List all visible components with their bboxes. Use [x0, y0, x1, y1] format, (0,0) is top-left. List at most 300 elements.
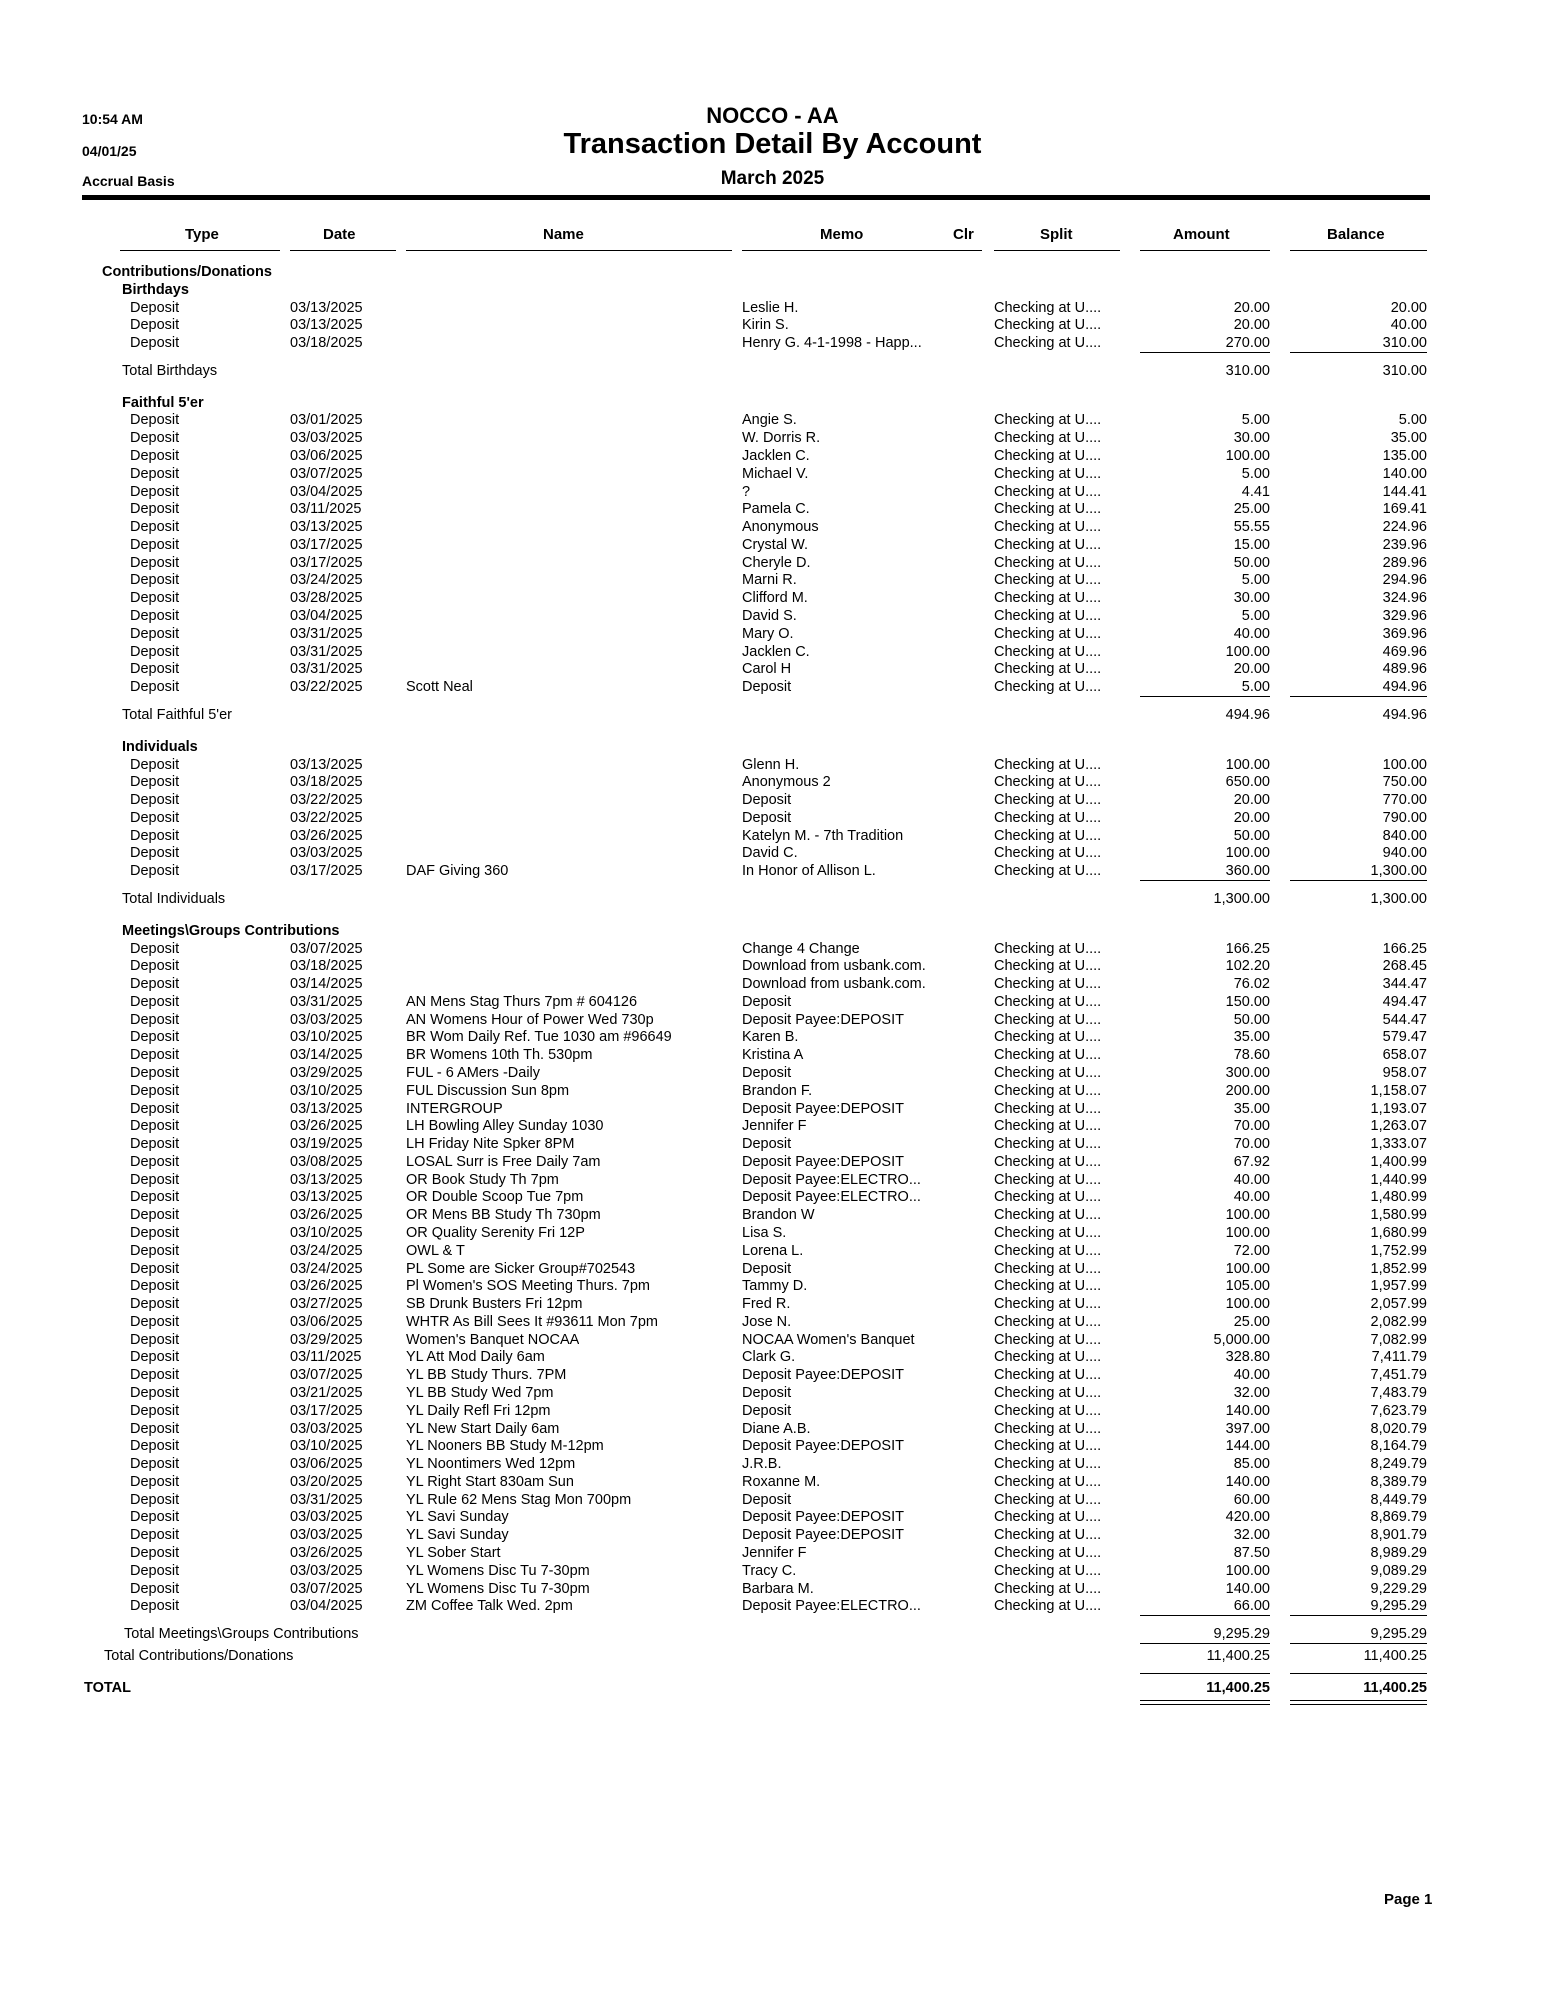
row-amount: 650.00	[1225, 774, 1270, 791]
row-amount: 5.00	[1241, 465, 1270, 482]
row-name: Women's Banquet NOCAA	[406, 1331, 580, 1348]
row-split: Checking at U....	[994, 827, 1102, 844]
row-amount: 150.00	[1225, 993, 1270, 1010]
row-name: OR Double Scoop Tue 7pm	[406, 1189, 584, 1206]
row-date: 03/14/2025	[290, 976, 363, 993]
row-balance: 268.45	[1382, 958, 1427, 975]
row-split: Checking at U....	[994, 845, 1102, 862]
row-memo: Jennifer F	[742, 1118, 807, 1135]
row-date: 03/26/2025	[290, 1278, 363, 1295]
row-memo: Deposit Payee:DEPOSIT	[742, 1011, 904, 1028]
row-amount: 100.00	[1225, 756, 1270, 773]
row-name: ZM Coffee Talk Wed. 2pm	[406, 1598, 573, 1615]
table-row	[0, 1011, 1545, 1029]
row-name: BR Womens 10th Th. 530pm	[406, 1047, 593, 1064]
row-amount: 200.00	[1225, 1082, 1270, 1099]
row-type: Deposit	[130, 1491, 180, 1508]
row-name: YL Sober Start	[406, 1545, 501, 1562]
section-total-row	[0, 706, 1545, 724]
row-type: Deposit	[130, 1580, 180, 1597]
table-row	[0, 1544, 1545, 1562]
table-row	[0, 1188, 1545, 1206]
row-balance: 469.96	[1382, 643, 1427, 660]
row-amount: 270.00	[1225, 335, 1270, 352]
table-row	[0, 571, 1545, 589]
grand-total-row	[0, 1679, 1545, 1697]
row-date: 03/24/2025	[290, 1260, 363, 1277]
row-date: 03/06/2025	[290, 448, 363, 465]
table-row	[0, 993, 1545, 1011]
row-date: 03/26/2025	[290, 1207, 363, 1224]
table-row	[0, 607, 1545, 625]
row-split: Checking at U....	[994, 1118, 1102, 1135]
row-split: Checking at U....	[994, 1527, 1102, 1544]
row-amount: 5.00	[1241, 679, 1270, 696]
table-row	[0, 1366, 1545, 1384]
row-date: 03/22/2025	[290, 792, 363, 809]
row-type: Deposit	[130, 940, 180, 957]
row-memo: Clark G.	[742, 1349, 796, 1366]
row-date: 03/08/2025	[290, 1153, 363, 1170]
row-amount: 20.00	[1233, 809, 1270, 826]
row-memo: Anonymous	[742, 519, 819, 536]
row-date: 03/22/2025	[290, 679, 363, 696]
row-name: BR Wom Daily Ref. Tue 1030 am #96649	[406, 1029, 672, 1046]
row-date: 03/20/2025	[290, 1473, 363, 1490]
row-split: Checking at U....	[994, 1456, 1102, 1473]
row-amount: 4.41	[1241, 483, 1270, 500]
section-heading-label: Meetings\Groups Contributions	[122, 922, 340, 939]
group-total-label: Total Contributions/Donations	[104, 1647, 294, 1664]
row-type: Deposit	[130, 1242, 180, 1259]
row-type: Deposit	[130, 465, 180, 482]
row-balance: 1,333.07	[1370, 1136, 1427, 1153]
row-memo: Jennifer F	[742, 1545, 807, 1562]
row-name: WHTR As Bill Sees It #93611 Mon 7pm	[406, 1313, 658, 1330]
row-type: Deposit	[130, 299, 180, 316]
row-memo: David C.	[742, 845, 798, 862]
row-split: Checking at U....	[994, 792, 1102, 809]
row-balance: 958.07	[1382, 1064, 1427, 1081]
row-split: Checking at U....	[994, 1420, 1102, 1437]
row-split: Checking at U....	[994, 448, 1102, 465]
row-amount: 100.00	[1225, 643, 1270, 660]
table-row	[0, 1117, 1545, 1135]
row-name: YL BB Study Wed 7pm	[406, 1385, 554, 1402]
row-amount: 60.00	[1233, 1491, 1270, 1508]
row-name: OR Mens BB Study Th 730pm	[406, 1207, 601, 1224]
row-type: Deposit	[130, 1545, 180, 1562]
row-memo: Lorena L.	[742, 1242, 804, 1259]
row-split: Checking at U....	[994, 1438, 1102, 1455]
row-split: Checking at U....	[994, 756, 1102, 773]
row-memo: Deposit Payee:ELECTRO...	[742, 1598, 921, 1615]
row-amount: 15.00	[1233, 536, 1270, 553]
row-date: 03/07/2025	[290, 1580, 363, 1597]
row-name: YL Daily Refl Fri 12pm	[406, 1402, 551, 1419]
row-type: Deposit	[130, 958, 180, 975]
row-amount: 50.00	[1233, 554, 1270, 571]
row-balance: 1,300.00	[1370, 863, 1427, 880]
section-total-label: Total Meetings\Groups Contributions	[124, 1626, 359, 1643]
row-type: Deposit	[130, 774, 180, 791]
row-date: 03/27/2025	[290, 1296, 363, 1313]
row-type: Deposit	[130, 1313, 180, 1330]
row-balance: 2,082.99	[1370, 1313, 1427, 1330]
row-balance: 40.00	[1390, 317, 1427, 334]
section-total-amount: 1,300.00	[1213, 890, 1270, 907]
section-total-balance: 310.00	[1382, 362, 1427, 379]
row-date: 03/17/2025	[290, 863, 363, 880]
row-type: Deposit	[130, 430, 180, 447]
row-amount: 70.00	[1233, 1118, 1270, 1135]
row-name: Scott Neal	[406, 679, 473, 696]
row-split: Checking at U....	[994, 1331, 1102, 1348]
col-header-date: Date	[323, 226, 356, 243]
row-name: OWL & T	[406, 1242, 465, 1259]
row-split: Checking at U....	[994, 958, 1102, 975]
row-type: Deposit	[130, 1562, 180, 1579]
row-date: 03/31/2025	[290, 643, 363, 660]
row-date: 03/10/2025	[290, 1029, 363, 1046]
row-type: Deposit	[130, 809, 180, 826]
row-balance: 9,295.29	[1370, 1598, 1427, 1615]
row-date: 03/18/2025	[290, 958, 363, 975]
col-header-clr: Clr	[953, 226, 974, 243]
row-type: Deposit	[130, 1278, 180, 1295]
row-name: YL Savi Sunday	[406, 1509, 509, 1526]
col-header-split: Split	[1040, 226, 1073, 243]
row-type: Deposit	[130, 317, 180, 334]
row-date: 03/13/2025	[290, 519, 363, 536]
row-memo: Anonymous 2	[742, 774, 831, 791]
row-amount: 100.00	[1225, 448, 1270, 465]
group-total-amount: 11,400.25	[1206, 1647, 1270, 1664]
table-row	[0, 1526, 1545, 1544]
row-split: Checking at U....	[994, 1580, 1102, 1597]
table-row	[0, 518, 1545, 536]
row-memo: Marni R.	[742, 572, 797, 589]
table-row	[0, 589, 1545, 607]
row-balance: 9,089.29	[1370, 1562, 1427, 1579]
row-split: Checking at U....	[994, 1385, 1102, 1402]
row-date: 03/14/2025	[290, 1047, 363, 1064]
grand-total-double-rule	[1290, 1700, 1427, 1705]
row-date: 03/03/2025	[290, 1011, 363, 1028]
section-total-balance: 494.96	[1382, 706, 1427, 723]
row-amount: 140.00	[1225, 1402, 1270, 1419]
table-row	[0, 773, 1545, 791]
row-amount: 20.00	[1233, 317, 1270, 334]
row-split: Checking at U....	[994, 661, 1102, 678]
row-date: 03/29/2025	[290, 1064, 363, 1081]
row-amount: 5.00	[1241, 608, 1270, 625]
row-split: Checking at U....	[994, 1136, 1102, 1153]
row-split: Checking at U....	[994, 335, 1102, 352]
row-name: FUL - 6 AMers -Daily	[406, 1064, 541, 1081]
section-heading-label: Individuals	[122, 738, 198, 755]
row-amount: 40.00	[1233, 625, 1270, 642]
table-row	[0, 1384, 1545, 1402]
row-type: Deposit	[130, 412, 180, 429]
row-amount: 35.00	[1233, 1100, 1270, 1117]
grand-total-rule	[1290, 1673, 1427, 1674]
row-amount: 300.00	[1225, 1064, 1270, 1081]
row-type: Deposit	[130, 1082, 180, 1099]
row-memo: Deposit	[742, 1064, 792, 1081]
row-split: Checking at U....	[994, 1047, 1102, 1064]
row-split: Checking at U....	[994, 1278, 1102, 1295]
row-balance: 5.00	[1398, 412, 1427, 429]
row-amount: 5,000.00	[1213, 1331, 1270, 1348]
row-memo: Deposit Payee:ELECTRO...	[742, 1171, 921, 1188]
row-split: Checking at U....	[994, 1011, 1102, 1028]
subtotal-rule	[1290, 880, 1427, 881]
row-memo: Angie S.	[742, 412, 797, 429]
row-amount: 100.00	[1225, 1562, 1270, 1579]
row-type: Deposit	[130, 827, 180, 844]
row-memo: Jose N.	[742, 1313, 792, 1330]
row-name: LH Friday Nite Spker 8PM	[406, 1136, 575, 1153]
table-row	[0, 1313, 1545, 1331]
row-split: Checking at U....	[994, 1225, 1102, 1241]
row-split: Checking at U....	[994, 536, 1102, 553]
row-balance: 579.47	[1382, 1029, 1427, 1046]
table-row	[0, 447, 1545, 465]
row-balance: 1,263.07	[1370, 1118, 1427, 1135]
table-row	[0, 1046, 1545, 1064]
row-balance: 8,869.79	[1370, 1509, 1427, 1526]
row-name: FUL Discussion Sun 8pm	[406, 1082, 570, 1099]
row-type: Deposit	[130, 1100, 180, 1117]
row-amount: 78.60	[1233, 1047, 1270, 1064]
col-header-memo: Memo	[820, 226, 864, 243]
table-row	[0, 862, 1545, 880]
group-heading	[0, 263, 1545, 281]
row-memo: Download from usbank.com.	[742, 976, 926, 993]
row-balance: 1,957.99	[1370, 1278, 1427, 1295]
row-memo: In Honor of Allison L.	[742, 863, 876, 880]
row-split: Checking at U....	[994, 993, 1102, 1010]
row-amount: 35.00	[1233, 1029, 1270, 1046]
row-memo: Download from usbank.com.	[742, 958, 926, 975]
row-amount: 144.00	[1225, 1438, 1270, 1455]
col-header-amount: Amount	[1173, 226, 1230, 243]
row-date: 03/03/2025	[290, 1420, 363, 1437]
table-row	[0, 1331, 1545, 1349]
section-total-label: Total Faithful 5'er	[122, 706, 232, 723]
table-row	[0, 316, 1545, 334]
table-row	[0, 1277, 1545, 1295]
row-memo: Brandon F.	[742, 1082, 813, 1099]
row-type: Deposit	[130, 1527, 180, 1544]
row-name: YL Right Start 830am Sun	[406, 1473, 574, 1490]
row-split: Checking at U....	[994, 1545, 1102, 1562]
row-split: Checking at U....	[994, 774, 1102, 791]
row-memo: Change 4 Change	[742, 940, 860, 957]
table-row	[0, 483, 1545, 501]
row-memo: W. Dorris R.	[742, 430, 821, 447]
table-row	[0, 1562, 1545, 1580]
row-memo: Tracy C.	[742, 1562, 797, 1579]
row-date: 03/26/2025	[290, 1118, 363, 1135]
row-type: Deposit	[130, 1225, 180, 1241]
row-name: YL Womens Disc Tu 7-30pm	[406, 1580, 590, 1597]
row-memo: Diane A.B.	[742, 1420, 811, 1437]
subtotal-rule	[1290, 696, 1427, 697]
row-balance: 35.00	[1390, 430, 1427, 447]
subtotal-rule	[1290, 1615, 1427, 1616]
row-name: OR Quality Serenity Fri 12P	[406, 1225, 585, 1241]
group-total-row	[0, 1647, 1545, 1665]
row-date: 03/10/2025	[290, 1082, 363, 1099]
row-type: Deposit	[130, 792, 180, 809]
row-type: Deposit	[130, 1402, 180, 1419]
row-date: 03/29/2025	[290, 1331, 363, 1348]
table-row	[0, 1100, 1545, 1118]
row-memo: David S.	[742, 608, 797, 625]
table-row	[0, 1295, 1545, 1313]
row-date: 03/31/2025	[290, 1491, 363, 1508]
row-memo: Deposit	[742, 809, 792, 826]
table-row	[0, 1224, 1545, 1242]
row-type: Deposit	[130, 1047, 180, 1064]
row-balance: 8,020.79	[1370, 1420, 1427, 1437]
row-amount: 40.00	[1233, 1189, 1270, 1206]
table-row	[0, 791, 1545, 809]
row-balance: 369.96	[1382, 625, 1427, 642]
row-date: 03/04/2025	[290, 1598, 363, 1615]
row-amount: 55.55	[1233, 519, 1270, 536]
group-heading-label: Contributions/Donations	[102, 264, 272, 280]
row-amount: 40.00	[1233, 1367, 1270, 1384]
row-date: 03/26/2025	[290, 827, 363, 844]
grand-total-double-rule	[1140, 1700, 1270, 1705]
table-row	[0, 1206, 1545, 1224]
table-row	[0, 1473, 1545, 1491]
row-type: Deposit	[130, 845, 180, 862]
row-name: INTERGROUP	[406, 1100, 503, 1117]
row-amount: 32.00	[1233, 1385, 1270, 1402]
row-balance: 9,229.29	[1370, 1580, 1427, 1597]
row-amount: 66.00	[1233, 1598, 1270, 1615]
table-row	[0, 1082, 1545, 1100]
row-memo: Lisa S.	[742, 1225, 787, 1241]
row-balance: 344.47	[1382, 976, 1427, 993]
row-amount: 50.00	[1233, 1011, 1270, 1028]
table-row	[0, 1153, 1545, 1171]
table-row	[0, 940, 1545, 958]
row-memo: Deposit	[742, 679, 792, 696]
row-amount: 20.00	[1233, 661, 1270, 678]
row-split: Checking at U....	[994, 1313, 1102, 1330]
group-total-rule	[1140, 1643, 1270, 1644]
row-memo: Deposit	[742, 792, 792, 809]
row-balance: 1,480.99	[1370, 1189, 1427, 1206]
row-split: Checking at U....	[994, 1509, 1102, 1526]
report-basis: Accrual Basis	[82, 173, 175, 189]
row-type: Deposit	[130, 1136, 180, 1153]
table-row	[0, 299, 1545, 317]
row-type: Deposit	[130, 643, 180, 660]
section-total-amount: 494.96	[1225, 706, 1270, 723]
row-type: Deposit	[130, 572, 180, 589]
row-type: Deposit	[130, 483, 180, 500]
row-memo: Deposit Payee:DEPOSIT	[742, 1153, 904, 1170]
row-balance: 7,082.99	[1370, 1331, 1427, 1348]
row-amount: 32.00	[1233, 1527, 1270, 1544]
row-name: YL Att Mod Daily 6am	[406, 1349, 545, 1366]
row-memo: Brandon W	[742, 1207, 815, 1224]
section-total-row	[0, 890, 1545, 908]
row-balance: 7,411.79	[1371, 1349, 1427, 1366]
row-memo: Pamela C.	[742, 501, 810, 518]
table-row	[0, 1508, 1545, 1526]
row-balance: 1,752.99	[1370, 1242, 1427, 1259]
row-balance: 1,400.99	[1370, 1153, 1427, 1170]
row-memo: Katelyn M. - 7th Tradition	[742, 827, 904, 844]
row-name: YL BB Study Thurs. 7PM	[406, 1367, 567, 1384]
row-amount: 140.00	[1225, 1473, 1270, 1490]
row-split: Checking at U....	[994, 572, 1102, 589]
row-memo: Deposit Payee:DEPOSIT	[742, 1100, 904, 1117]
row-split: Checking at U....	[994, 1189, 1102, 1206]
row-amount: 102.20	[1225, 958, 1270, 975]
row-name: YL Nooners BB Study M-12pm	[406, 1438, 604, 1455]
table-row	[0, 1580, 1545, 1598]
row-memo: Cheryle D.	[742, 554, 811, 571]
row-split: Checking at U....	[994, 317, 1102, 334]
row-date: 03/13/2025	[290, 299, 363, 316]
row-balance: 289.96	[1382, 554, 1427, 571]
table-row	[0, 827, 1545, 845]
row-split: Checking at U....	[994, 1402, 1102, 1419]
section-heading	[0, 394, 1545, 412]
row-amount: 20.00	[1233, 792, 1270, 809]
table-row	[0, 809, 1545, 827]
row-date: 03/13/2025	[290, 317, 363, 334]
row-balance: 494.47	[1382, 993, 1427, 1010]
row-balance: 7,483.79	[1370, 1385, 1427, 1402]
row-memo: Kirin S.	[742, 317, 789, 334]
section-heading-label: Faithful 5'er	[122, 394, 204, 411]
row-split: Checking at U....	[994, 1598, 1102, 1615]
table-row	[0, 1597, 1545, 1615]
row-memo: Tammy D.	[742, 1278, 808, 1295]
row-type: Deposit	[130, 1331, 180, 1348]
table-row	[0, 1491, 1545, 1509]
row-date: 03/06/2025	[290, 1456, 363, 1473]
row-balance: 294.96	[1382, 572, 1427, 589]
row-type: Deposit	[130, 679, 180, 696]
row-date: 03/03/2025	[290, 1527, 363, 1544]
row-date: 03/26/2025	[290, 1545, 363, 1562]
col-header-name: Name	[543, 226, 584, 243]
row-amount: 166.25	[1225, 940, 1270, 957]
col-header-type: Type	[185, 226, 219, 243]
row-amount: 70.00	[1233, 1136, 1270, 1153]
row-amount: 100.00	[1225, 1296, 1270, 1313]
row-type: Deposit	[130, 1473, 180, 1490]
row-balance: 1,440.99	[1370, 1171, 1427, 1188]
row-type: Deposit	[130, 1189, 180, 1206]
row-memo: Fred R.	[742, 1296, 791, 1313]
row-split: Checking at U....	[994, 1064, 1102, 1081]
row-date: 03/17/2025	[290, 1402, 363, 1419]
row-type: Deposit	[130, 590, 180, 607]
row-balance: 310.00	[1382, 335, 1427, 352]
section-heading-label: Birthdays	[122, 281, 189, 298]
